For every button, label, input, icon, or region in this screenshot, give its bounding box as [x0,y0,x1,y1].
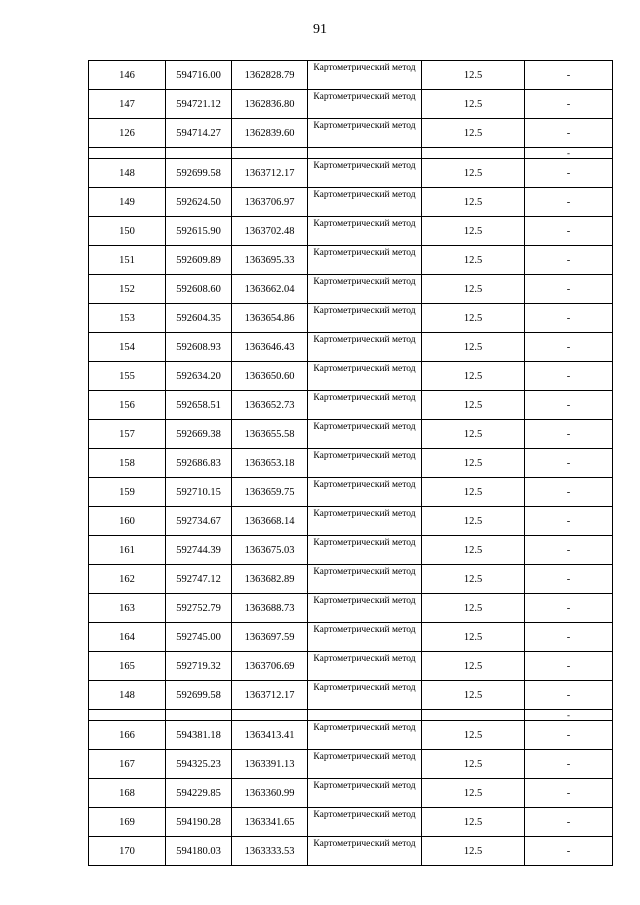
point-number-cell: 166 [89,721,166,750]
y-coordinate-cell: 1363659.75 [232,478,308,507]
method-cell: Картометрический метод [308,808,422,837]
y-coordinate-cell: 1362839.60 [232,119,308,148]
point-number-cell [89,710,166,721]
accuracy-cell: 12.5 [422,750,525,779]
method-cell: Картометрический метод [308,623,422,652]
x-coordinate-cell: 592624.50 [166,188,232,217]
x-coordinate-cell: 592634.20 [166,362,232,391]
note-cell: - [525,61,613,90]
x-coordinate-cell [166,710,232,721]
point-number-cell: 167 [89,750,166,779]
point-number-cell: 163 [89,594,166,623]
coordinates-table-body [89,61,613,866]
x-coordinate-cell: 594325.23 [166,750,232,779]
accuracy-cell: 12.5 [422,594,525,623]
point-number-cell: 148 [89,681,166,710]
x-coordinate-cell: 592699.58 [166,159,232,188]
note-cell: - [525,594,613,623]
table-row [89,808,613,837]
y-coordinate-cell: 1363413.41 [232,721,308,750]
method-cell [308,148,422,159]
y-coordinate-cell: 1363654.86 [232,304,308,333]
note-cell: - [525,565,613,594]
note-cell: - [525,362,613,391]
page-number: 91 [313,22,327,37]
note-cell: - [525,837,613,866]
point-number-cell: 147 [89,90,166,119]
y-coordinate-cell: 1363712.17 [232,159,308,188]
separator-row [89,710,613,721]
y-coordinate-cell: 1363712.17 [232,681,308,710]
x-coordinate-cell: 594714.27 [166,119,232,148]
x-coordinate-cell: 592744.39 [166,536,232,565]
note-cell: - [525,246,613,275]
x-coordinate-cell [166,148,232,159]
accuracy-cell: 12.5 [422,391,525,420]
note-cell: - [525,217,613,246]
method-cell: Картометрический метод [308,449,422,478]
table-row [89,449,613,478]
point-number-cell: 148 [89,159,166,188]
table-row [89,333,613,362]
x-coordinate-cell: 592747.12 [166,565,232,594]
x-coordinate-cell: 594721.12 [166,90,232,119]
method-cell: Картометрический метод [308,362,422,391]
x-coordinate-cell: 592608.60 [166,275,232,304]
accuracy-cell: 12.5 [422,808,525,837]
method-cell: Картометрический метод [308,159,422,188]
y-coordinate-cell: 1363662.04 [232,275,308,304]
table-row [89,304,613,333]
accuracy-cell: 12.5 [422,188,525,217]
x-coordinate-cell: 592609.89 [166,246,232,275]
note-cell: - [525,478,613,507]
y-coordinate-cell [232,710,308,721]
note-cell: - [525,119,613,148]
note-cell: - [525,623,613,652]
accuracy-cell: 12.5 [422,623,525,652]
y-coordinate-cell: 1363333.53 [232,837,308,866]
method-cell: Картометрический метод [308,420,422,449]
x-coordinate-cell: 592745.00 [166,623,232,652]
point-number-cell: 159 [89,478,166,507]
table-row [89,362,613,391]
point-number-cell: 146 [89,61,166,90]
x-coordinate-cell: 592669.38 [166,420,232,449]
method-cell: Картометрический метод [308,90,422,119]
accuracy-cell: 12.5 [422,837,525,866]
accuracy-cell: 12.5 [422,362,525,391]
separator-row [89,148,613,159]
method-cell: Картометрический метод [308,391,422,420]
table-row [89,652,613,681]
y-coordinate-cell: 1363360.99 [232,779,308,808]
method-cell [308,710,422,721]
y-coordinate-cell: 1363652.73 [232,391,308,420]
x-coordinate-cell: 592686.83 [166,449,232,478]
method-cell: Картометрический метод [308,750,422,779]
table-row [89,837,613,866]
point-number-cell: 168 [89,779,166,808]
note-cell: - [525,449,613,478]
accuracy-cell: 12.5 [422,449,525,478]
method-cell: Картометрический метод [308,478,422,507]
accuracy-cell: 12.5 [422,721,525,750]
x-coordinate-cell: 594716.00 [166,61,232,90]
point-number-cell: 149 [89,188,166,217]
x-coordinate-cell: 594180.03 [166,837,232,866]
method-cell: Картометрический метод [308,275,422,304]
y-coordinate-cell: 1363646.43 [232,333,308,362]
y-coordinate-cell: 1363650.60 [232,362,308,391]
note-cell: - [525,507,613,536]
accuracy-cell [422,710,525,721]
note-cell: - [525,779,613,808]
y-coordinate-cell: 1363695.33 [232,246,308,275]
accuracy-cell: 12.5 [422,681,525,710]
accuracy-cell: 12.5 [422,304,525,333]
method-cell: Картометрический метод [308,536,422,565]
table-row [89,565,613,594]
table-row [89,420,613,449]
accuracy-cell: 12.5 [422,565,525,594]
method-cell: Картометрический метод [308,565,422,594]
accuracy-cell: 12.5 [422,779,525,808]
method-cell: Картометрический метод [308,119,422,148]
method-cell: Картометрический метод [308,721,422,750]
note-cell: - [525,333,613,362]
point-number-cell: 157 [89,420,166,449]
point-number-cell: 170 [89,837,166,866]
y-coordinate-cell: 1363653.18 [232,449,308,478]
x-coordinate-cell: 592699.58 [166,681,232,710]
table-row [89,779,613,808]
point-number-cell: 169 [89,808,166,837]
point-number-cell: 152 [89,275,166,304]
x-coordinate-cell: 592734.67 [166,507,232,536]
table-row [89,478,613,507]
note-cell: - [525,808,613,837]
table-row [89,90,613,119]
table-row [89,119,613,148]
note-cell: - [525,750,613,779]
y-coordinate-cell: 1363706.97 [232,188,308,217]
point-number-cell [89,148,166,159]
table-row [89,188,613,217]
table-row [89,246,613,275]
y-coordinate-cell: 1362828.79 [232,61,308,90]
accuracy-cell: 12.5 [422,246,525,275]
y-coordinate-cell: 1363702.48 [232,217,308,246]
accuracy-cell: 12.5 [422,90,525,119]
note-cell: - [525,188,613,217]
accuracy-cell: 12.5 [422,217,525,246]
point-number-cell: 151 [89,246,166,275]
method-cell: Картометрический метод [308,779,422,808]
table-row [89,217,613,246]
point-number-cell: 162 [89,565,166,594]
method-cell: Картометрический метод [308,217,422,246]
table-row [89,507,613,536]
point-number-cell: 126 [89,119,166,148]
method-cell: Картометрический метод [308,333,422,362]
x-coordinate-cell: 594229.85 [166,779,232,808]
point-number-cell: 164 [89,623,166,652]
y-coordinate-cell: 1363675.03 [232,536,308,565]
accuracy-cell: 12.5 [422,159,525,188]
note-cell: - [525,275,613,304]
point-number-cell: 161 [89,536,166,565]
y-coordinate-cell: 1363668.14 [232,507,308,536]
accuracy-cell [422,148,525,159]
method-cell: Картометрический метод [308,681,422,710]
accuracy-cell: 12.5 [422,420,525,449]
y-coordinate-cell: 1363688.73 [232,594,308,623]
point-number-cell: 165 [89,652,166,681]
accuracy-cell: 12.5 [422,536,525,565]
table-row [89,159,613,188]
table-row [89,750,613,779]
note-cell: - [525,391,613,420]
y-coordinate-cell: 1362836.80 [232,90,308,119]
accuracy-cell: 12.5 [422,61,525,90]
note-cell: - [525,710,613,721]
note-cell: - [525,90,613,119]
table-row [89,391,613,420]
method-cell: Картометрический метод [308,652,422,681]
point-number-cell: 155 [89,362,166,391]
point-number-cell: 154 [89,333,166,362]
note-cell: - [525,652,613,681]
method-cell: Картометрический метод [308,837,422,866]
method-cell: Картометрический метод [308,188,422,217]
accuracy-cell: 12.5 [422,119,525,148]
accuracy-cell: 12.5 [422,478,525,507]
y-coordinate-cell: 1363697.59 [232,623,308,652]
x-coordinate-cell: 592608.93 [166,333,232,362]
x-coordinate-cell: 592604.35 [166,304,232,333]
x-coordinate-cell: 592719.32 [166,652,232,681]
point-number-cell: 156 [89,391,166,420]
y-coordinate-cell: 1363655.58 [232,420,308,449]
method-cell: Картометрический метод [308,61,422,90]
accuracy-cell: 12.5 [422,333,525,362]
coordinates-table [88,60,613,866]
note-cell: - [525,681,613,710]
x-coordinate-cell: 594381.18 [166,721,232,750]
point-number-cell: 153 [89,304,166,333]
point-number-cell: 160 [89,507,166,536]
note-cell: - [525,536,613,565]
x-coordinate-cell: 592615.90 [166,217,232,246]
table-row [89,623,613,652]
y-coordinate-cell [232,148,308,159]
table-row [89,721,613,750]
note-cell: - [525,148,613,159]
note-cell: - [525,159,613,188]
y-coordinate-cell: 1363682.89 [232,565,308,594]
method-cell: Картометрический метод [308,594,422,623]
accuracy-cell: 12.5 [422,275,525,304]
x-coordinate-cell: 592710.15 [166,478,232,507]
y-coordinate-cell: 1363341.65 [232,808,308,837]
point-number-cell: 158 [89,449,166,478]
table-row [89,536,613,565]
method-cell: Картометрический метод [308,304,422,333]
accuracy-cell: 12.5 [422,507,525,536]
note-cell: - [525,721,613,750]
point-number-cell: 150 [89,217,166,246]
table-row [89,594,613,623]
note-cell: - [525,420,613,449]
table-row [89,61,613,90]
table-row [89,681,613,710]
note-cell: - [525,304,613,333]
x-coordinate-cell: 592752.79 [166,594,232,623]
x-coordinate-cell: 592658.51 [166,391,232,420]
y-coordinate-cell: 1363391.13 [232,750,308,779]
method-cell: Картометрический метод [308,507,422,536]
y-coordinate-cell: 1363706.69 [232,652,308,681]
x-coordinate-cell: 594190.28 [166,808,232,837]
accuracy-cell: 12.5 [422,652,525,681]
method-cell: Картометрический метод [308,246,422,275]
table-row [89,275,613,304]
